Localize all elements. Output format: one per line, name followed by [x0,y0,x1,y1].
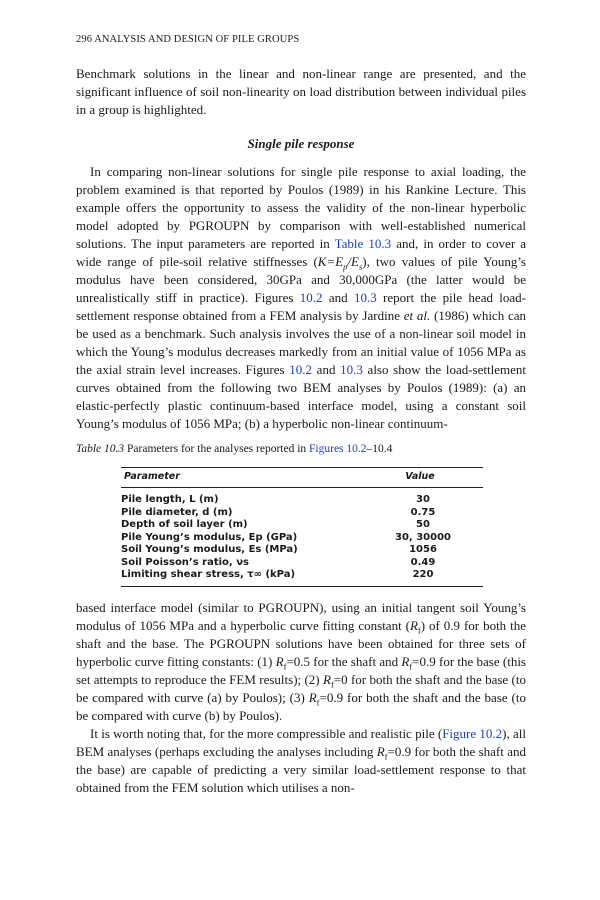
table-caption: Table 10.3 Parameters for the analyses reported in Figures 10.2–10.4 [76,443,393,455]
book-page [76,34,526,797]
figure-10-2-link[interactable]: 10.2 [299,290,323,305]
paragraph-single-pile-1: In comparing non-linear solutions for single pile response to axial loading, the problem examined is that reported by Poulos (1989) in his Rankine Lecture. This example offers the opportunity to assess the validity of the non-linear hyperbolic model adopted by PGROUPN by comparison with well-established numerical solutions. The input parameters are reported in Table 10.3 and, in order to cover a wide range of pile-soil relative stiffnesses $(K=E_p/E_s)$, two values of pile Young’s modulus have been considered, 30GPa and 30,000GPa (the latter would be unrealistically stiff in practice). Figures 10.2 and 10.3 report the pile head load-settlement response obtained from a FEM analysis by Jardine et al. (1986) which can be used as a benchmark. Such analysis involves the use of a non-linear soil model in which the Young’s modulus decreases markedly from an initial value of 1056 MPa as the axial strain level increases. Figures 10.2 and 10.3 also show the load-settlement curves obtained from the following two BEM analyses by Poulos (1989): (a) an elastic-perfectly plastic continuum-based interface model, using a constant soil Young’s modulus of 1056 MPa; (b) a hyperbolic non-linear continuum- [76,164,527,431]
figure-10-2-link[interactable]: Figure 10.2 [442,725,503,741]
table-row: Soil Young’s modulus, Es (MPa) 1056 [121,544,437,555]
figure-10-3-link[interactable]: 10.3 [340,362,363,377]
table-row: Pile Young’s modulus, Ep (GPa) 30, 30000 [121,531,451,543]
running-head: 296 ANALYSIS AND DESIGN OF PILE GROUPS [76,34,300,45]
table-body [121,488,483,586]
header-value: Value [405,471,435,482]
table-10-3-link[interactable]: Table 10.3 [334,236,392,251]
paragraph-single-pile-3: It is worth noting that, for the more compressible and realistic pile (Figure 10.2), all BEM analyses (perhaps excluding the analyses including $R_f=0.9$ for both the shaft and the base) are capable of predicting a very similar load-settlement response to that obtained from the FEM solution which utilises a non- [76,725,526,795]
paragraph-single-pile-2: based interface model (similar to PGROUPN), using an initial tangent soil Young’s modulus of 1056 MPa and a hyperbolic curve fitting constant $(R_f)$ of 0.9 for both the shaft and the base. The PGROUPN solutions have been obtained for three sets of hyperbolic curve fitting constants: (1) $R_f=0.5$ for the shaft and $R_f=0.9$ for the base (this set attempts to reproduce the FEM results); (2) $R_f=0$ for both the shaft and the base (to be compared with curve (a) by Poulos); (3) $R_f=0.9$ for both the shaft and the base (to be compared with curve (b) by Poulos). [76,599,527,723]
table-row: Pile diameter, d (m) 0.75 [121,506,436,518]
figure-10-2-link[interactable]: 10.2 [289,362,312,377]
table-row: Limiting shear stress, τ∞ (kPa) 220 [121,569,434,580]
header-parameter: Parameter [124,471,180,482]
intro-paragraph: Benchmark solutions in the linear and non-linear range are presented, and the significant influence of soil non-linearity on load distribution between individual piles in a group is highlighted. [76,66,526,117]
figures-10-2-link[interactable]: Figures 10.2 [309,443,367,455]
table-header [121,468,483,487]
figure-10-3-link[interactable]: 10.3 [353,290,377,305]
parameters-table [121,467,483,587]
table-row: Soil Poisson’s ratio, νs 0.49 [121,556,436,568]
table-row: Depth of soil layer (m) 50 [121,519,430,530]
table-row: Pile length, L (m) 30 [121,494,430,505]
section-title: Single pile response [247,136,355,151]
